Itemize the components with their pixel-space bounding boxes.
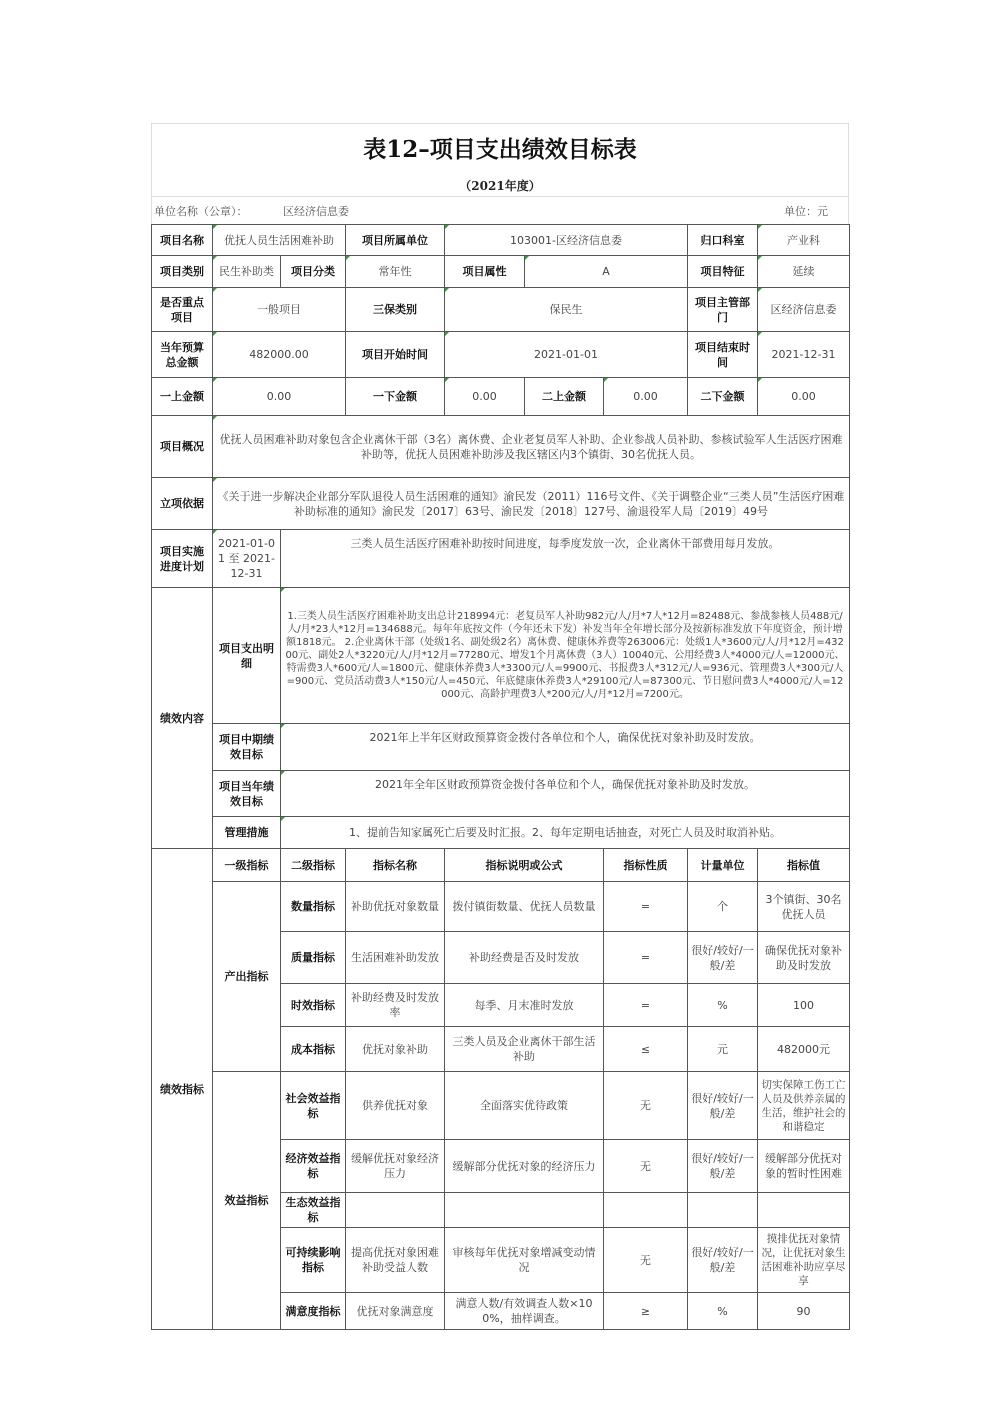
table-row bbox=[152, 817, 850, 849]
category-label: 项目类别 bbox=[152, 256, 213, 288]
category-value: 民生补助类 bbox=[213, 256, 281, 288]
header-desc: 指标说明或公式 bbox=[445, 849, 604, 882]
indicator-unit: 元 bbox=[688, 1027, 758, 1072]
up2-value: 0.00 bbox=[604, 378, 688, 416]
currency-unit: 单位：元 bbox=[784, 205, 828, 218]
indicator-unit: 很好/较好/一般/差 bbox=[688, 1228, 758, 1293]
start-label: 项目开始时间 bbox=[346, 332, 445, 378]
indicator-level2: 可持续影响指标 bbox=[281, 1228, 346, 1293]
output-label: 产出指标 bbox=[213, 882, 281, 1072]
indicator-unit: % bbox=[688, 984, 758, 1027]
indicator-unit: 很好/较好/一般/差 bbox=[688, 1072, 758, 1140]
budget-label: 当年预算总金额 bbox=[152, 332, 213, 378]
table-row bbox=[152, 416, 850, 478]
indicator-level2: 成本指标 bbox=[281, 1027, 346, 1072]
key-label: 是否重点项目 bbox=[152, 288, 213, 332]
indicator-unit: 很好/较好/一般/差 bbox=[688, 932, 758, 984]
indicator-level2: 质量指标 bbox=[281, 932, 346, 984]
up1-value: 0.00 bbox=[213, 378, 346, 416]
table-row bbox=[152, 530, 850, 588]
detail-label: 项目支出明细 bbox=[213, 588, 281, 724]
basis-text: 《关于进一步解决企业部分军队退役人员生活困难的通知》渝民发（2011）116号文件、《关于调整企业“三类人员”生活医疗困难补助标准的通知》渝民发〔2017〕63号、渝民发〔2018〕127号、渝退役军人局〔2019〕49号 bbox=[213, 478, 850, 530]
measures-text: 1、提前告知家属死亡后要及时汇报。2、每年定期电话抽查，对死亡人员及时取消补贴。 bbox=[281, 817, 850, 849]
indicator-level2: 数量指标 bbox=[281, 882, 346, 932]
indicator-nature bbox=[604, 1193, 688, 1228]
indicator-desc: 满意人数/有效调查人数×100%，抽样调查。 bbox=[445, 1293, 604, 1330]
indicator-name: 缓解优抚对象经济压力 bbox=[346, 1140, 445, 1193]
indicator-nature: ≥ bbox=[604, 1293, 688, 1330]
down2-value: 0.00 bbox=[758, 378, 850, 416]
indicator-desc: 三类人员及企业离休干部生活补助 bbox=[445, 1027, 604, 1072]
supervisor-label: 项目主管部门 bbox=[688, 288, 758, 332]
three-label: 三保类别 bbox=[346, 288, 445, 332]
performance-target-sheet bbox=[151, 123, 849, 1330]
indicator-name: 优抚对象补助 bbox=[346, 1027, 445, 1072]
indicator-value: 100 bbox=[758, 984, 850, 1027]
indicator-value: 摸排优抚对象情况，让优抚对象生活困难补助应享尽享 bbox=[758, 1228, 850, 1293]
budget-value: 482000.00 bbox=[213, 332, 346, 378]
unit-info-row bbox=[151, 196, 849, 224]
measures-label: 管理措施 bbox=[213, 817, 281, 849]
indicator-name: 提高优抚对象困难补助受益人数 bbox=[346, 1228, 445, 1293]
indicator-nature: 无 bbox=[604, 1072, 688, 1140]
attribute-label: 项目属性 bbox=[445, 256, 525, 288]
indicator-nature: ≤ bbox=[604, 1027, 688, 1072]
down1-value: 0.00 bbox=[445, 378, 525, 416]
indicator-value bbox=[758, 1193, 850, 1228]
supervisor-value: 区经济信息委 bbox=[758, 288, 850, 332]
page-title: 表12–项目支出绩效目标表 bbox=[151, 123, 849, 176]
section-value: 产业科 bbox=[758, 225, 850, 256]
detail-text: 1.三类人员生活医疗困难补助支出总计218994元：老复员军人补助982元/人/月*7人*12月=82488元、参战参核人员488元/人/月*23人*12月=134688元。每年年底按文件（今年还未下发）补发当年全年增长部分及按新标准发放下年度资金，预计增额1818元。 2.企业离休干部（处级1名、副处级2名）离休费、健康休养费等263006元：处级1人*3600元/人/月*12月=43200元、副处2人*3220元/人/月*12月=77280元、增发1个月离休费（3人）10040元、公用经费3人*4000元/人=12000元、特需费3人*600元/人=1800元、健康休养费3人*3300元/人=9900元、书报费3人*312元/人=936元、管理费3人*300元/人=900元、党员活动费3人*150元/人=450元、年底健康休养费3人*29100元/人=87300元、节日慰问费3人*4000元/人=12000元、高龄护理费3人*200元/人/月*12月=7200元。 bbox=[281, 588, 850, 724]
indicator-nature: = bbox=[604, 882, 688, 932]
indicator-level2: 满意度指标 bbox=[281, 1293, 346, 1330]
indicator-unit: 个 bbox=[688, 882, 758, 932]
table-header-row bbox=[152, 849, 850, 882]
indicator-value: 确保优抚对象补助及时发放 bbox=[758, 932, 850, 984]
unit-name-value: 区经济信息委 bbox=[283, 205, 349, 218]
indicator-level2: 时效指标 bbox=[281, 984, 346, 1027]
indicator-value: 482000元 bbox=[758, 1027, 850, 1072]
up2-label: 二上金额 bbox=[525, 378, 604, 416]
down2-label: 二下金额 bbox=[688, 378, 758, 416]
table-row bbox=[152, 588, 850, 724]
mid-text: 2021年上半年区财政预算资金拨付各单位和个人，确保优抚对象补助及时发放。 bbox=[281, 724, 850, 771]
indicator-level2: 经济效益指标 bbox=[281, 1140, 346, 1193]
table-row bbox=[152, 882, 850, 932]
table-row bbox=[152, 724, 850, 771]
end-label: 项目结束时间 bbox=[688, 332, 758, 378]
fiscal-year: （2021年度） bbox=[151, 176, 849, 196]
project-name-label: 项目名称 bbox=[152, 225, 213, 256]
header-level2: 二级指标 bbox=[281, 849, 346, 882]
header-unit: 计量单位 bbox=[688, 849, 758, 882]
classification-label: 项目分类 bbox=[281, 256, 346, 288]
table-row bbox=[152, 478, 850, 530]
annual-label: 项目当年绩效目标 bbox=[213, 771, 281, 817]
schedule-period: 2021-01-01 至 2021-12-31 bbox=[213, 530, 281, 588]
dept-label: 项目所属单位 bbox=[346, 225, 445, 256]
feature-label: 项目特征 bbox=[688, 256, 758, 288]
indicator-level2: 社会效益指标 bbox=[281, 1072, 346, 1140]
indicator-unit bbox=[688, 1193, 758, 1228]
indicator-unit: % bbox=[688, 1293, 758, 1330]
key-value: 一般项目 bbox=[213, 288, 346, 332]
table-row bbox=[152, 332, 850, 378]
indicator-name: 优抚对象满意度 bbox=[346, 1293, 445, 1330]
indicator-desc: 每季、月末准时发放 bbox=[445, 984, 604, 1027]
indicator-nature: 无 bbox=[604, 1228, 688, 1293]
indicators-label: 绩效指标 bbox=[152, 849, 213, 1330]
indicator-nature: 无 bbox=[604, 1140, 688, 1193]
content-label: 绩效内容 bbox=[152, 588, 213, 849]
indicator-desc: 拨付镇街数量、优抚人员数量 bbox=[445, 882, 604, 932]
start-value: 2021-01-01 bbox=[445, 332, 688, 378]
indicator-value: 缓解部分优抚对象的暂时性困难 bbox=[758, 1140, 850, 1193]
overview-label: 项目概况 bbox=[152, 416, 213, 478]
performance-table bbox=[151, 224, 850, 1330]
indicator-unit: 很好/较好/一般/差 bbox=[688, 1140, 758, 1193]
down1-label: 一下金额 bbox=[346, 378, 445, 416]
indicator-desc: 补助经费是否及时发放 bbox=[445, 932, 604, 984]
feature-value: 延续 bbox=[758, 256, 850, 288]
three-value: 保民生 bbox=[445, 288, 688, 332]
indicator-nature: = bbox=[604, 984, 688, 1027]
table-row bbox=[152, 225, 850, 256]
indicator-nature: = bbox=[604, 932, 688, 984]
basis-label: 立项依据 bbox=[152, 478, 213, 530]
benefit-label: 效益指标 bbox=[213, 1072, 281, 1330]
table-row bbox=[152, 771, 850, 817]
indicator-name bbox=[346, 1193, 445, 1228]
header-level1: 一级指标 bbox=[213, 849, 281, 882]
section-label: 归口科室 bbox=[688, 225, 758, 256]
indicator-name: 生活困难补助发放 bbox=[346, 932, 445, 984]
project-name-value: 优抚人员生活困难补助 bbox=[213, 225, 346, 256]
indicator-name: 补助优抚对象数量 bbox=[346, 882, 445, 932]
header-value: 指标值 bbox=[758, 849, 850, 882]
up1-label: 一上金额 bbox=[152, 378, 213, 416]
table-row bbox=[152, 288, 850, 332]
attribute-value: A bbox=[525, 256, 688, 288]
header-name: 指标名称 bbox=[346, 849, 445, 882]
indicator-value: 3个镇街、30名优抚人员 bbox=[758, 882, 850, 932]
mid-label: 项目中期绩效目标 bbox=[213, 724, 281, 771]
header-nature: 指标性质 bbox=[604, 849, 688, 882]
indicator-value: 切实保障工伤工亡人员及供养亲属的生活，维护社会的和谐稳定 bbox=[758, 1072, 850, 1140]
table-row bbox=[152, 256, 850, 288]
end-value: 2021-12-31 bbox=[758, 332, 850, 378]
indicator-level2: 生态效益指标 bbox=[281, 1193, 346, 1228]
classification-value: 常年性 bbox=[346, 256, 445, 288]
indicator-value: 90 bbox=[758, 1293, 850, 1330]
indicator-name: 补助经费及时发放率 bbox=[346, 984, 445, 1027]
indicator-name: 供养优抚对象 bbox=[346, 1072, 445, 1140]
schedule-text: 三类人员生活医疗困难补助按时间进度，每季度发放一次，企业离休干部费用每月发放。 bbox=[281, 530, 850, 588]
schedule-label: 项目实施进度计划 bbox=[152, 530, 213, 588]
annual-text: 2021年全年区财政预算资金拨付各单位和个人，确保优抚对象补助及时发放。 bbox=[281, 771, 850, 817]
indicator-desc: 缓解部分优抚对象的经济压力 bbox=[445, 1140, 604, 1193]
unit-name-label: 单位名称（公章）： bbox=[154, 205, 248, 218]
indicator-desc: 审核每年优抚对象增减变动情况 bbox=[445, 1228, 604, 1293]
indicator-desc bbox=[445, 1193, 604, 1228]
overview-text: 优抚人员困难补助对象包含企业离休干部（3名）离休费、企业老复员军人补助、企业参战人员补助、参核试验军人生活医疗困难补助等，优抚人员困难补助涉及我区辖区内3个镇街、30名优抚人员。 bbox=[213, 416, 850, 478]
table-row bbox=[152, 1072, 850, 1140]
indicator-desc: 全面落实优待政策 bbox=[445, 1072, 604, 1140]
dept-value: 103001-区经济信息委 bbox=[445, 225, 688, 256]
table-row bbox=[152, 378, 850, 416]
